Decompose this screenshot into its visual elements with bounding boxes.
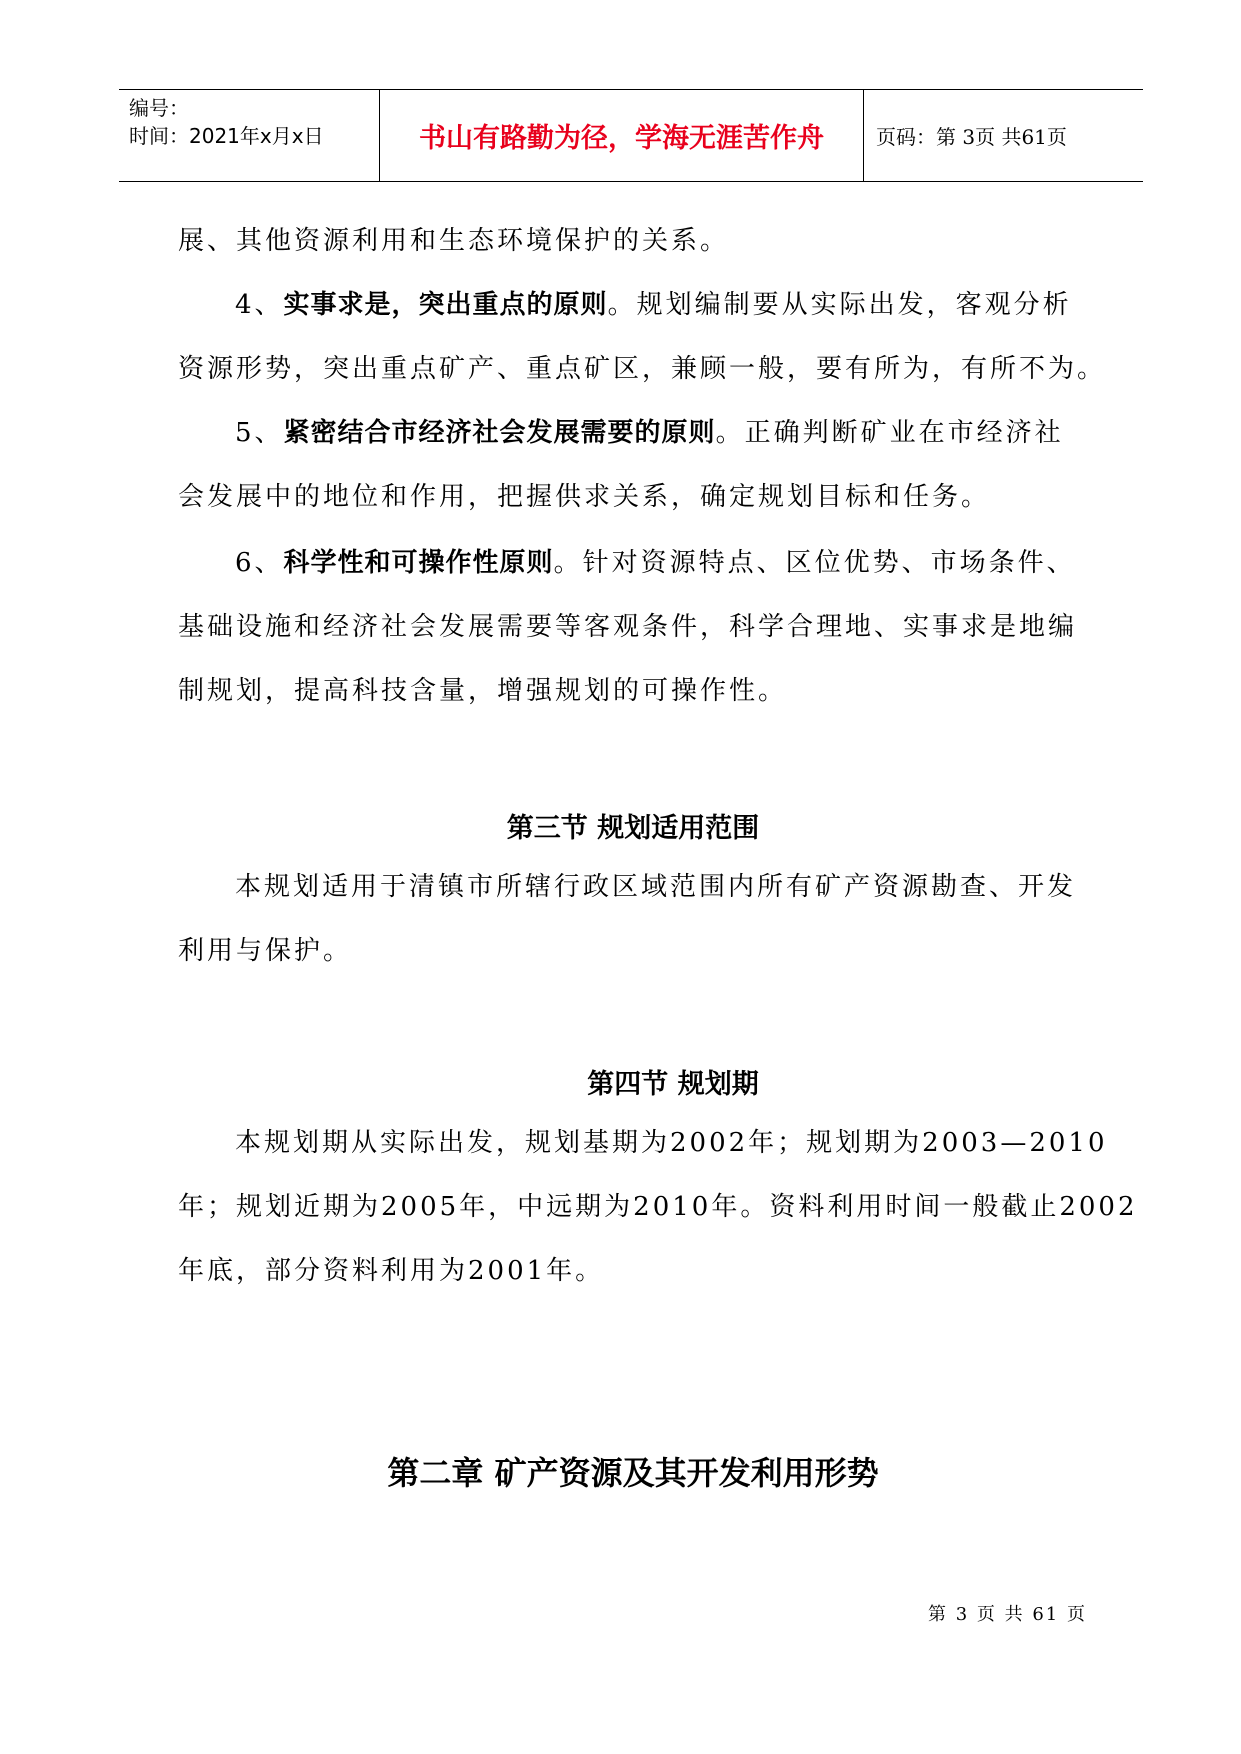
principle-5: [235, 416, 1145, 450]
paragraph-line: 利用与保护。: [178, 936, 353, 966]
section-3-title: 第三节 规划适用范围: [506, 813, 760, 844]
paragraph-line: 会发展中的地位和作用，把握供求关系，确定规划目标和任务。: [178, 482, 991, 512]
section-4-title: 第四节 规划期: [587, 1069, 759, 1100]
principle-text: 。正确判断矿业在市经济社: [715, 418, 1064, 448]
time-label: 时间：2021年x月x日: [129, 124, 324, 148]
paragraph-line: 年；规划近期为2005年，中远期为2010年。资料利用时间一般截止2002: [178, 1192, 1138, 1222]
principle-number: 6、: [235, 548, 284, 578]
paragraph-line: 年底，部分资料利用为2001年。: [178, 1256, 605, 1286]
principle-4: [235, 288, 1145, 322]
paragraph-line: 展、其他资源利用和生态环境保护的关系。: [178, 226, 730, 256]
principle-6: [235, 546, 1145, 580]
page-footer: 第 3 页 共 61 页: [928, 1604, 1087, 1625]
motto: 书山有路勤为径，学海无涯苦作舟: [379, 90, 864, 181]
principle-number: 4、: [235, 290, 284, 320]
paragraph-line: 基础设施和经济社会发展需要等客观条件，科学合理地、实事求是地编: [178, 612, 1078, 642]
number-label: 编号：: [129, 96, 189, 120]
chapter-title: 第二章 矿产资源及其开发利用形势: [387, 1454, 879, 1492]
principle-title: 实事求是，突出重点的原则: [283, 290, 608, 320]
header-left: [119, 90, 379, 181]
principle-number: 5、: [235, 418, 284, 448]
paragraph-line: 资源形势，突出重点矿产、重点矿区，兼顾一般，要有所为，有所不为。: [178, 354, 1107, 384]
principle-text: 。规划编制要从实际出发，客观分析: [607, 290, 1072, 320]
page-label: 页码：第 3页 共61页: [876, 125, 1067, 149]
paragraph-line: 制规划，提高科技含量，增强规划的可操作性。: [178, 676, 788, 706]
principle-text: 。针对资源特点、区位优势、市场条件、: [553, 548, 1076, 578]
principle-title: 紧密结合市经济社会发展需要的原则: [283, 418, 716, 448]
page-header: [119, 89, 1143, 182]
paragraph-line: 本规划适用于清镇市所辖行政区域范围内所有矿产资源勘查、开发: [235, 872, 1077, 902]
paragraph-line: 本规划期从实际出发，规划基期为2002年；规划期为2003—2010: [235, 1128, 1108, 1158]
principle-title: 科学性和可操作性原则: [283, 548, 554, 578]
